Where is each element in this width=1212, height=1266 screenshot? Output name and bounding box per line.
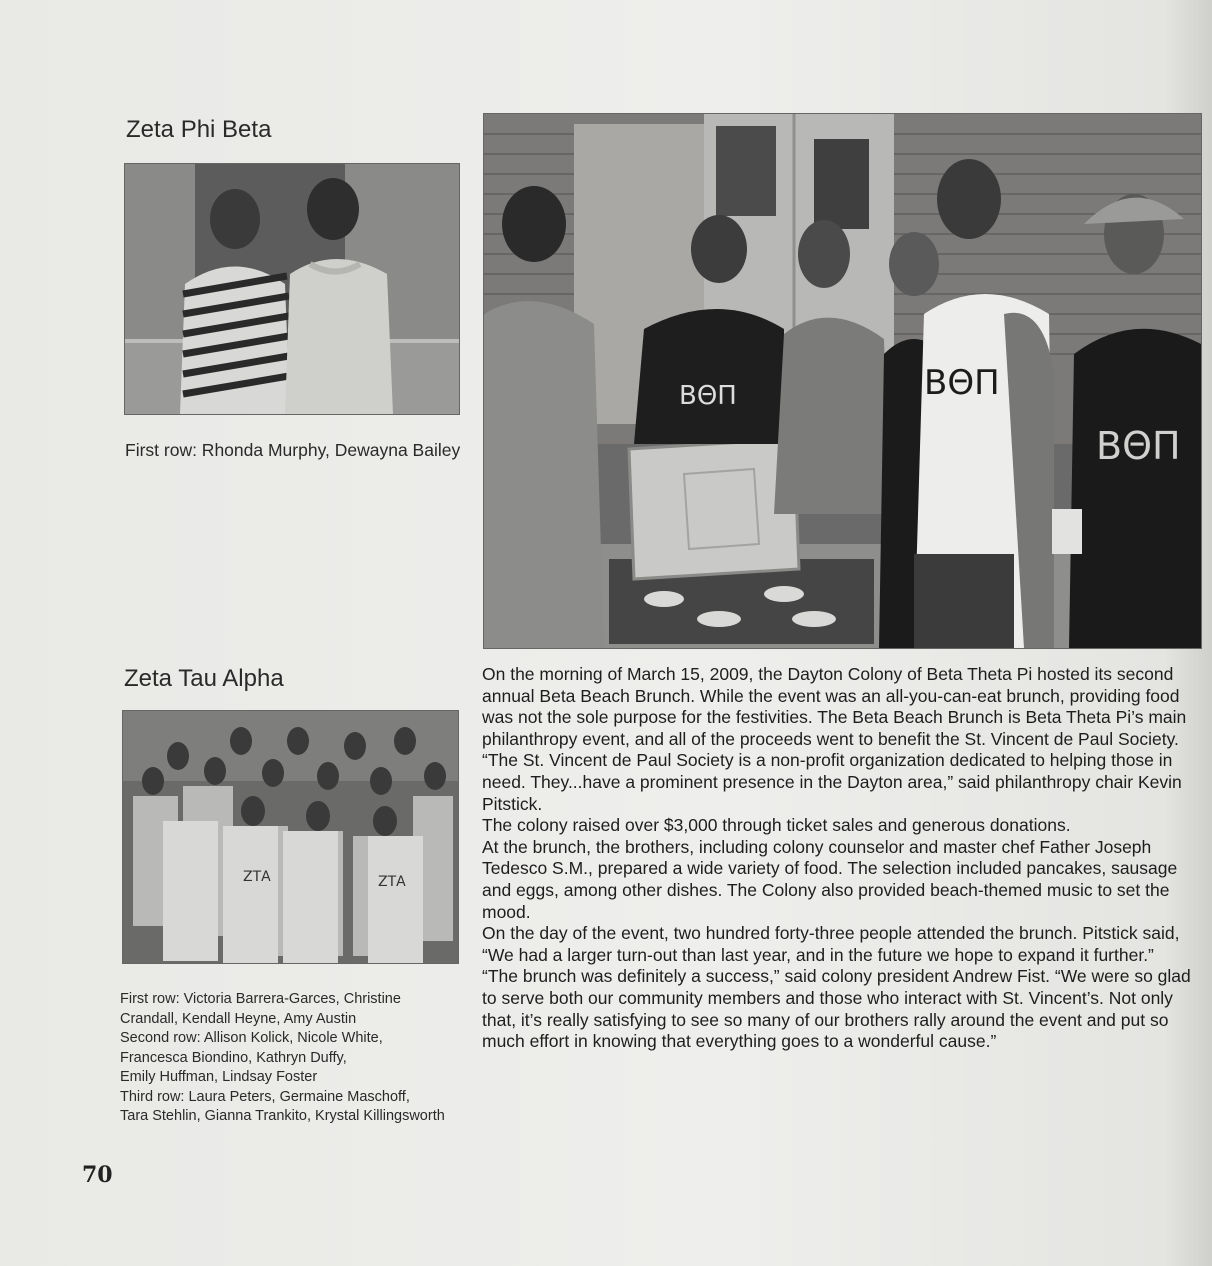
zeta-phi-beta-group-photo bbox=[124, 163, 460, 415]
article-paragraph: At the brunch, the brothers, including colony counselor and master chef Father Joseph Tedesco S.M., prepared a wide variety of food. The selection included pancakes, sausage and eggs, among other dishes. The Colony also provided beach-themed music to set the mood. bbox=[482, 836, 1178, 922]
svg-text:ΒΘΠ: ΒΘΠ bbox=[1096, 424, 1181, 468]
caption-line: First row: Victoria Barrera-Garces, Christine bbox=[120, 991, 401, 1007]
caption-line: Second row: Allison Kolick, Nicole White, bbox=[120, 1030, 383, 1046]
zeta-tau-alpha-caption bbox=[120, 990, 445, 1127]
svg-text:ΖΤΑ: ΖΤΑ bbox=[243, 869, 271, 885]
zeta-phi-beta-caption: First row: Rhonda Murphy, Dewayna Bailey bbox=[125, 440, 461, 460]
svg-text:ΖΤΑ: ΖΤΑ bbox=[378, 874, 406, 890]
beta-beach-brunch-photo bbox=[483, 113, 1202, 649]
zeta-tau-alpha-group-photo bbox=[122, 710, 459, 964]
article-paragraph: The colony raised over $3,000 through ticket sales and generous donations. bbox=[482, 815, 1071, 836]
svg-text:ΒΘΠ: ΒΘΠ bbox=[679, 381, 737, 411]
article-paragraph: “The brunch was definitely a success,” said colony president Andrew Fist. “We were so glad to serve both our community members and those who interact with St. Vincent’s. Not only that, it’s really satisfying to see so many of our brothers rally around the event and put so much effort in knowing that everything goes to a wonderful cause.” bbox=[482, 966, 1191, 1052]
caption-line: Crandall, Kendall Heyne, Amy Austin bbox=[120, 1010, 357, 1027]
page-number: 70 bbox=[82, 1162, 113, 1188]
svg-text:ΒΘΠ: ΒΘΠ bbox=[924, 363, 1000, 403]
article-body bbox=[482, 664, 1196, 1053]
article-paragraph: On the morning of March 15, 2009, the Dayton Colony of Beta Theta Pi hosted its second annual Beta Beach Brunch. While the event was an all-you-can-eat brunch, providing food was not the sole purpose for the festivities. The Beta Beach Brunch is Beta Theta Pi’s main philanthropy event, and all of the proceeds went to benefit the St. Vincent de Paul Society. “The St. Vincent de Paul Society is a non-profit organization dedicated to helping those in need. They...have a prominent presence in the Dayton area,” said philanthropy chair Kevin Pitstick. bbox=[482, 664, 1187, 814]
caption-line: Emily Huffman, Lindsay Foster bbox=[120, 1069, 318, 1085]
section-heading-zeta-phi-beta: Zeta Phi Beta bbox=[126, 116, 272, 143]
section-heading-zeta-tau-alpha: Zeta Tau Alpha bbox=[124, 665, 284, 692]
caption-line: Francesca Biondino, Kathryn Duffy, bbox=[120, 1049, 347, 1066]
caption-line: Tara Stehlin, Gianna Trankito, Krystal Killingsworth bbox=[120, 1108, 445, 1124]
caption-line: Third row: Laura Peters, Germaine Maschoff, bbox=[120, 1088, 410, 1105]
article-paragraph: On the day of the event, two hundred forty-three people attended the brunch. Pitstick said, “We had a larger turn-out than last year, and in the future we hope to expand it further.” bbox=[482, 923, 1180, 965]
